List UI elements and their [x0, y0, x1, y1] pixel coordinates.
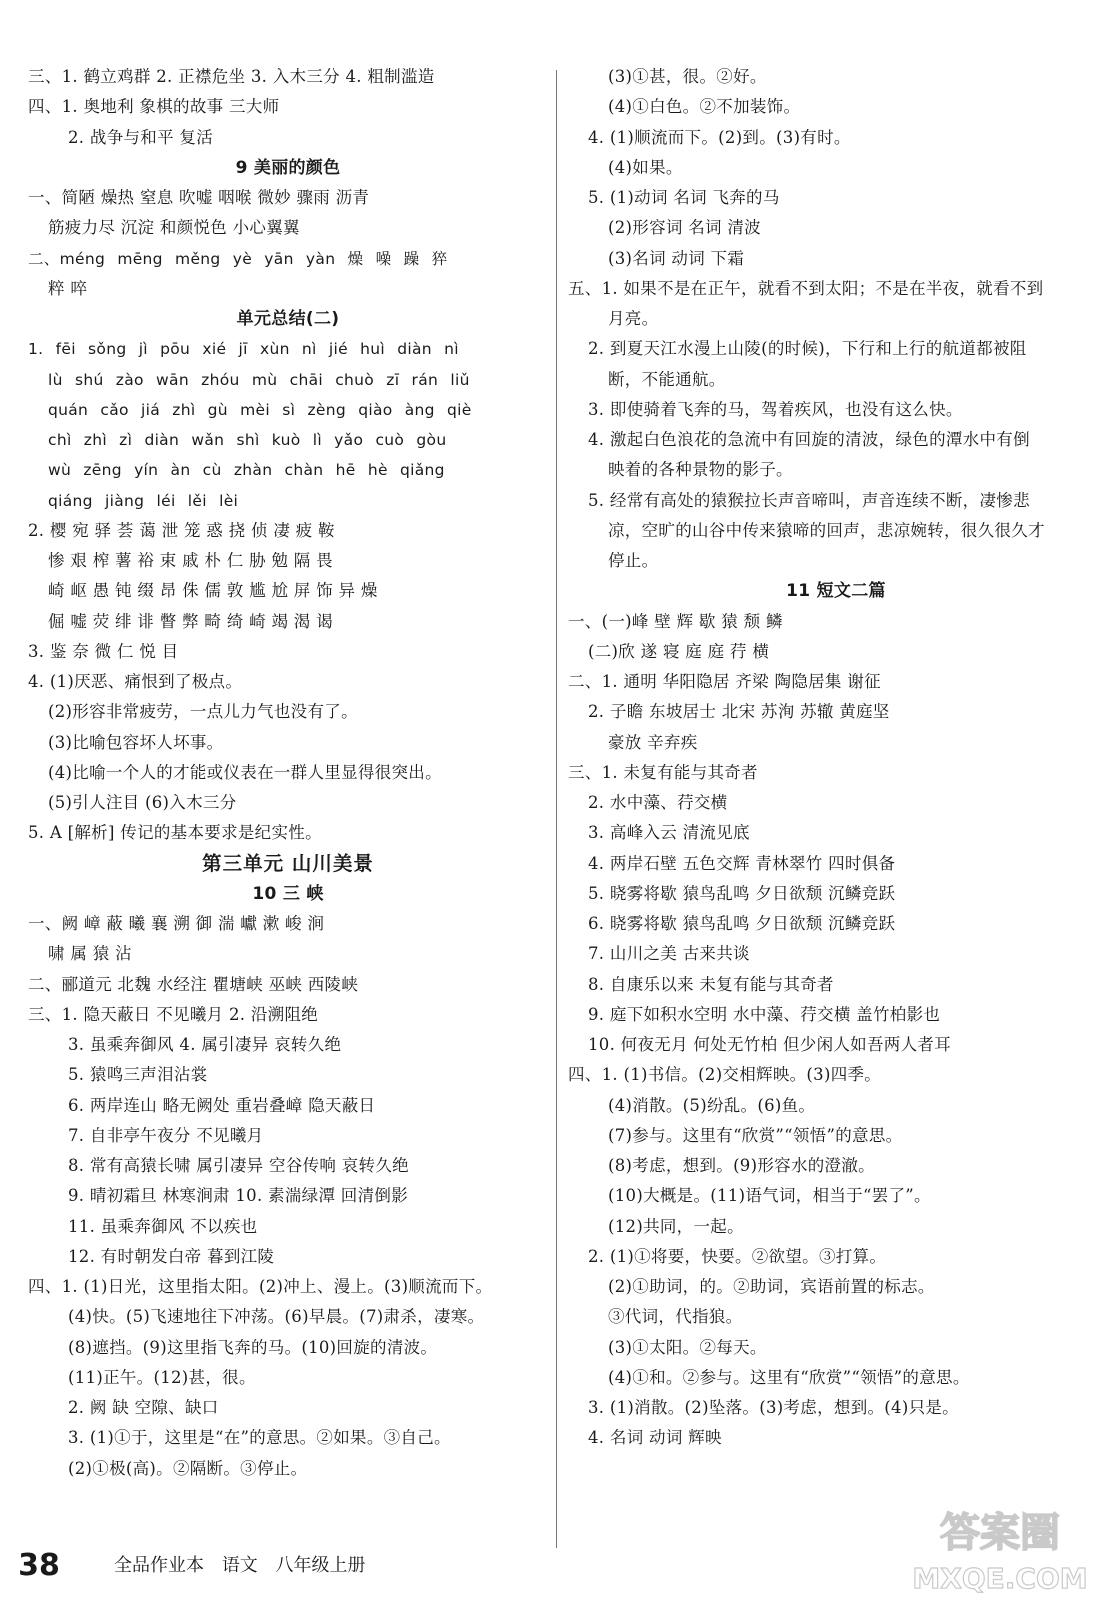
- answer-line: wù zēng yín àn cù zhàn chàn hē hè qiǎng: [48, 461, 445, 480]
- answer-line: 2. 子瞻 东坡居士 北宋 苏洵 苏辙 黄庭坚: [588, 702, 890, 722]
- watermark-text-top: 答案圈: [940, 1510, 1060, 1556]
- answer-line: 一、阙 嶂 蔽 曦 襄 溯 御 湍 巘 漱 峻 涧: [28, 914, 325, 933]
- answer-line: 3. (1)消散。(2)坠落。(3)考虑，想到。(4)只是。: [588, 1398, 959, 1417]
- answer-line: (3)①太阳。②每天。: [608, 1337, 767, 1357]
- answer-line: (3)比喻包容坏人坏事。: [48, 732, 224, 752]
- answer-line: 四、1. 奥地利 象棋的故事 三大师: [28, 97, 280, 117]
- answer-line: 三、1. 未复有能与其奇者: [568, 762, 758, 782]
- answer-line: (8)考虑，想到。(9)形容水的澄澈。: [608, 1156, 875, 1175]
- answer-line: 五、1. 如果不是在正午，就看不到太阳；不是在半夜，就看不到: [568, 278, 1044, 298]
- answer-line: (4)如果。: [608, 157, 683, 177]
- answer-line: 5. 猿鸣三声泪沾裳: [68, 1065, 208, 1085]
- answer-line: (3)①甚，很。②好。: [608, 67, 767, 86]
- answer-line: 5. 经常有高处的猿猴拉长声音啼叫，声音连续不断，凄惨悲: [588, 490, 1030, 510]
- answer-line: quán cǎo jiá zhì gù mèi sì zèng qiào àng qiè: [48, 400, 472, 419]
- answer-line: (5)引人注目 (6)入木三分: [48, 793, 237, 812]
- answer-line: 2. 战争与和平 复活: [68, 127, 214, 147]
- answer-line: 2. (1)①将要，快要。②欲望。③打算。: [588, 1246, 887, 1266]
- answer-line: 停止。: [608, 551, 659, 570]
- answer-line: chì zhì zì diàn wǎn shì kuò lì yǎo cuò gòu: [48, 431, 447, 449]
- answer-line: 12. 有时朝发白帝 暮到江陵: [68, 1246, 275, 1266]
- answer-line: (4)①和。②参与。这里有“欣赏”“领悟”的意思。: [608, 1367, 970, 1387]
- answer-line: (3)名词 动词 下霜: [608, 248, 745, 268]
- answer-line: qiáng jiàng léi lěi lèi: [48, 491, 239, 510]
- answer-line: 一、简陋 燥热 窒息 吹嘘 咽喉 微妙 骤雨 沥青: [28, 188, 370, 207]
- answer-line: (2)形容词 名词 清波: [608, 218, 761, 238]
- answer-line: (8)遮挡。(9)这里指飞奔的马。(10)回旋的清波。: [68, 1337, 438, 1357]
- answer-line: 1. fēi sǒng jì pōu xié jī xùn nì jié huì diàn nì: [28, 340, 459, 359]
- answer-line: 映着的各种景物的影子。: [608, 460, 793, 480]
- answer-line: (4)消散。(5)纷乱。(6)鱼。: [608, 1095, 816, 1115]
- answer-line: 二、1. 通明 华阳隐居 齐梁 陶隐居集 谢征: [568, 672, 881, 691]
- answer-line: 3. 即使骑着飞奔的马，驾着疾风，也没有这么快。: [588, 399, 963, 419]
- page-number: 38: [18, 1548, 60, 1583]
- answer-line: 崎 岖 愚 钝 缀 昂 侏 儒 敦 尴 尬 屏 饰 异 燥: [48, 581, 378, 601]
- answer-line: lù shú zào wān zhóu mù chāi chuò zī rán liǔ: [48, 370, 470, 389]
- answer-line: 9. 晴初霜旦 林寒涧肃 10. 素湍绿潭 回清倒影: [68, 1186, 409, 1206]
- answer-line: 5. 晓雾将歇 猿鸟乱鸣 夕日欲颓 沉鳞竞跃: [588, 883, 896, 903]
- answer-line: 4. 名词 动词 辉映: [588, 1428, 722, 1448]
- answer-line: 啸 属 猿 沾: [48, 944, 132, 964]
- answer-line: (二)欣 遂 寝 庭 庭 荇 横: [588, 641, 770, 661]
- answer-line: 7. 山川之美 古来共谈: [588, 944, 750, 964]
- answer-line: 8. 常有高猿长啸 属引凄异 空谷传响 哀转久绝: [68, 1156, 409, 1175]
- answer-line: ③代词，代指狼。: [608, 1307, 743, 1327]
- section-heading: 第三单元 山川美景: [202, 851, 374, 875]
- answer-line: 豪放 辛弃疾: [608, 732, 698, 752]
- answer-line: 2. 到夏天江水漫上山陵(的时候)，下行和上行的航道都被阻: [588, 339, 1027, 359]
- answer-line: 三、1. 鹤立鸡群 2. 正襟危坐 3. 入木三分 4. 粗制滥造: [28, 67, 435, 86]
- answer-line: 6. 两岸连山 略无阙处 重岩叠嶂 隐天蔽日: [68, 1095, 376, 1115]
- answer-line: (4)①白色。②不加装饰。: [608, 97, 801, 117]
- answer-line: 2. 阙 缺 空隙、缺口: [68, 1398, 219, 1417]
- answer-line: 9. 庭下如积水空明 水中藻、荇交横 盖竹柏影也: [588, 1004, 941, 1024]
- answer-line: 惨 艰 榨 薯 裕 束 戚 朴 仁 胁 勉 隔 畏: [48, 551, 333, 570]
- answer-line: 10. 何夜无月 何处无竹柏 但少闲人如吾两人者耳: [588, 1035, 951, 1054]
- answer-line: 5. (1)动词 名词 飞奔的马: [588, 188, 780, 207]
- section-heading: 9 美丽的颜色: [235, 157, 341, 178]
- answer-line: 4. (1)顺流而下。(2)到。(3)有时。: [588, 127, 851, 147]
- answer-line: 凉，空旷的山谷中传来猿啼的回声，悲凉婉转，很久很久才: [608, 520, 1045, 540]
- answer-line: 2. 水中藻、荇交横: [588, 793, 728, 812]
- answer-line: 粹 啐: [48, 278, 88, 298]
- answer-line: 4. 两岸石壁 五色交辉 青林翠竹 四时俱备: [588, 853, 896, 873]
- answer-line: 6. 晓雾将歇 猿鸟乱鸣 夕日欲颓 沉鳞竞跃: [588, 914, 896, 933]
- section-heading: 单元总结(二): [236, 309, 340, 329]
- answer-line: (12)共同，一起。: [608, 1216, 744, 1236]
- answer-line: 7. 自非亭午夜分 不见曦月: [68, 1125, 264, 1145]
- answer-line: (7)参与。这里有“欣赏”“领悟”的意思。: [608, 1125, 903, 1145]
- answer-line: 一、(一)峰 壁 辉 歇 猿 颓 鳞: [568, 611, 783, 631]
- answer-line: (2)①极(高)。②隔断。③停止。: [68, 1458, 308, 1478]
- answer-line: 四、1. (1)日光，这里指太阳。(2)冲上、漫上。(3)顺流而下。: [28, 1277, 493, 1296]
- answer-line: 四、1. (1)书信。(2)交相辉映。(3)四季。: [568, 1065, 882, 1085]
- answer-line: (2)形容非常疲劳，一点儿力气也没有了。: [48, 702, 358, 722]
- answer-line: 3. 鉴 奈 微 仁 悦 目: [28, 641, 179, 661]
- left-answer-column: [28, 62, 548, 1484]
- answer-line: (4)快。(5)飞速地往下冲荡。(6)早晨。(7)肃杀，凄寒。: [68, 1307, 485, 1327]
- answer-line: 3. 高峰入云 清流见底: [588, 823, 750, 843]
- column-divider: [556, 70, 557, 1548]
- answer-line: 3. (1)①于，这里是“在”的意思。②如果。③自己。: [68, 1428, 451, 1448]
- section-heading: 11 短文二篇: [786, 581, 886, 602]
- answer-line: 断，不能通航。: [608, 369, 726, 389]
- answer-line: 二、郦道元 北魏 水经注 瞿塘峡 巫峡 西陵峡: [28, 974, 359, 994]
- answer-line: 倔 嘘 荧 绯 诽 瞥 弊 畸 绮 崎 竭 渴 谒: [48, 611, 333, 631]
- answer-line: (10)大概是。(11)语气词，相当于“罢了”。: [608, 1186, 931, 1206]
- answer-line: 筋疲力尽 沉淀 和颜悦色 小心翼翼: [48, 218, 300, 238]
- answer-line: 月亮。: [608, 309, 659, 328]
- answer-line: 4. 激起白色浪花的急流中有回旋的清波，绿色的潭水中有倒: [588, 430, 1030, 449]
- answer-line: 8. 自康乐以来 未复有能与其奇者: [588, 974, 834, 994]
- answer-line: 4. (1)厌恶、痛恨到了极点。: [28, 672, 243, 691]
- right-answer-column: [568, 62, 1104, 1454]
- section-heading: 10 三 峡: [252, 883, 324, 904]
- answer-line: (4)比喻一个人的才能或仪表在一群人里显得很突出。: [48, 762, 442, 782]
- answer-line: 二、méng mēng měng yè yān yàn 燥 噪 躁 猝: [28, 249, 448, 268]
- answer-line: (11)正午。(12)甚，很。: [68, 1367, 256, 1387]
- watermark-text-bottom: MXQE.COM: [912, 1562, 1088, 1595]
- answer-line: (2)①助词，的。②助词，宾语前置的标志。: [608, 1277, 935, 1296]
- watermark-logo: [900, 1500, 1100, 1596]
- answer-line: 5. A [解析] 传记的基本要求是纪实性。: [28, 823, 322, 843]
- answer-line: 2. 樱 宛 驿 荟 蔼 泄 笼 惑 挠 侦 凄 疲 鞍: [28, 520, 335, 540]
- answer-line: 3. 虽乘奔御风 4. 属引凄异 哀转久绝: [68, 1035, 342, 1054]
- answer-line: 11. 虽乘奔御风 不以疾也: [68, 1216, 258, 1236]
- answer-line: 三、1. 隐天蔽日 不见曦月 2. 沿溯阻绝: [28, 1004, 319, 1024]
- book-title: 全品作业本 语文 八年级上册: [114, 1555, 366, 1576]
